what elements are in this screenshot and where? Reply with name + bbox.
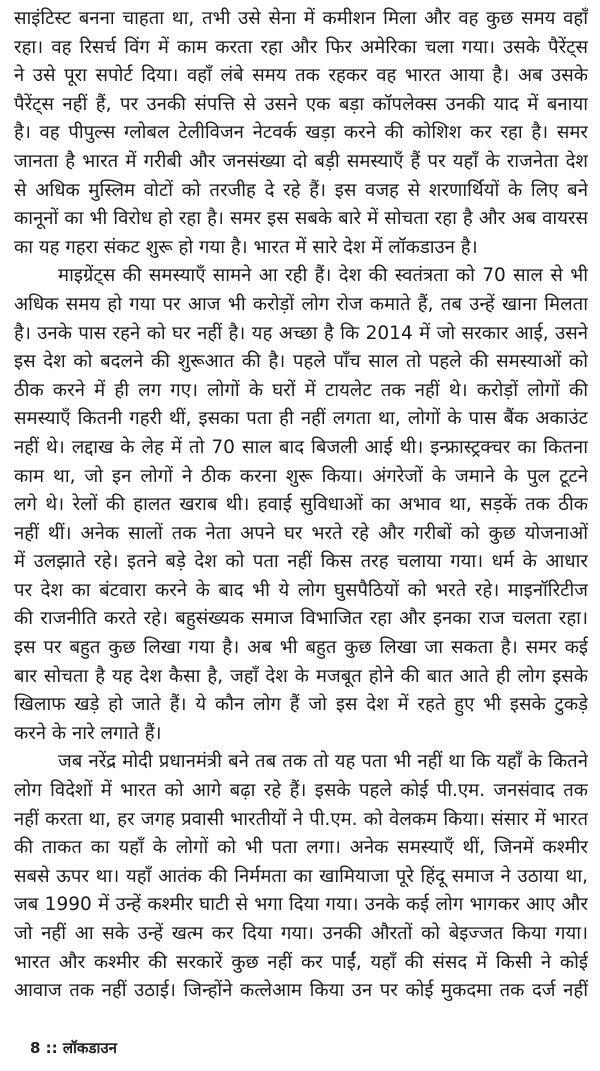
paragraph xyxy=(14,748,588,1005)
text-line: है। वह पीपुल्स ग्लोबल टेलीविजन नेटवर्क खड़ा करने की कोशिश कर रहा है। समर xyxy=(14,122,588,144)
text-line: जानता है भारत में गरीबी और जनसंख्या दो बड़ी समस्याएँ हैं पर यहाँ के राजनेता देश xyxy=(14,150,588,172)
text-line: पर देश का बंटवारा करने के बाद भी ये लोग घुसपैठियों को भरते रहे। माइनॉरिटीज xyxy=(14,579,588,601)
page-footer: 8 :: लॉकडाउन xyxy=(30,1039,117,1057)
text-line: साइंटिस्ट बनना चाहता था, तभी उसे सेना में कमीशन मिला और वह कुछ समय वहाँ xyxy=(14,8,588,29)
text-line: ने उसे पूरा सपोर्ट दिया। वहाँ लंबे समय तक रहकर वह भारत आया है। अब उसके xyxy=(14,65,588,87)
page-body xyxy=(14,5,588,1006)
text-line: जब 1990 में उन्हें कश्मीर घाटी से भगा दिया गया। उनके कई लोग भागकर आए और xyxy=(14,894,588,916)
text-line: समस्याएँ कितनी गहरी थीं, इसका पता ही नहीं लगता था, लोगों के पास बैंक अकाउंट xyxy=(14,408,588,430)
text-line: ठीक करने में ही लग गए। लोगों के घरों में टायलेट तक नहीं थे। करोड़ों लोगों की xyxy=(14,379,588,401)
text-line: है। उनके पास रहने को घर नहीं है। यह अच्छा है कि 2014 में जो सरकार आई, उसने xyxy=(14,322,588,344)
text-line: जो नहीं आ सके उन्हें खत्म कर दिया गया। उनकी औरतों को बेइज्जत किया गया। xyxy=(14,923,588,944)
text-line: बार सोचता है यह देश कैसा है, जहाँ देश के मजबूत होने की बात आते ही लोग इसके xyxy=(14,665,588,687)
text-line: की राजनीति करते रहे। बहुसंख्यक समाज विभाजित रहा और इनका राज चलता रहा। xyxy=(14,608,588,630)
text-line: लोग विदेशों में भारत को आगे बढ़ा रहे हैं। इसके पहले कोई पी.एम. जनसंवाद तक xyxy=(14,780,588,802)
text-line: इस देश को बदलने की शुरूआत की है। पहले पाँच साल तो पहले की समस्याओं को xyxy=(14,351,588,373)
text-line: लगे थे। रेलों की हालत खराब थी। हवाई सुविधाओं का अभाव था, सड़कें तक ठीक xyxy=(14,494,588,516)
text-line: का यह गहरा संकट शुरू हो गया है। भारत में सारे देश में लॉकडाउन है। xyxy=(14,236,478,258)
text-line: आवाज तक नहीं उठाई। जिन्होंने कत्लेआम किया उन पर कोई मुकदमा तक दर्ज नहीं xyxy=(14,980,588,1002)
text-line: माइग्रेंट्स की समस्याएँ सामने आ रही हैं। देश की स्वतंत्रता को 70 साल से भी xyxy=(58,265,588,287)
text-line: नहीं थे। लद्दाख के लेह में तो 70 साल बाद बिजली आई थी। इन्फ्रास्ट्रक्चर का कितना xyxy=(14,436,588,458)
text-line: इस पर बहुत कुछ लिखा गया है। अब भी बहुत कुछ लिखा जा सकता है। समर कई xyxy=(14,637,588,659)
text-line: करने के नारे लगाते हैं। xyxy=(14,722,162,744)
text-line: जब नरेंद्र मोदी प्रधानमंत्री बने तब तक तो यह पता भी नहीं था कि यहाँ के कितने xyxy=(58,751,588,773)
text-line: नहीं करता था, हर जगह प्रवासी भारतीयों ने पी.एम. को वेलकम किया। संसार में भारत xyxy=(14,808,588,830)
text-line: नहीं थीं। अनेक सालों तक नेता अपने घर भरते रहे और गरीबों को कुछ योजनाओं xyxy=(14,522,588,544)
paragraph xyxy=(14,262,588,748)
text-line: सबसे ऊपर था। यहाँ आतंक की निर्ममता का खामियाजा पूरे हिंदू समाज ने उठाया था, xyxy=(14,865,588,887)
text-line: में उलझाते रहे। इतने बड़े देश को पता नहीं किस तरह चलाया गया। धर्म के आधार xyxy=(14,551,588,573)
text-line: भारत और कश्मीर की सरकारें कुछ नहीं कर पाईं, यहाँ की संसद में किसी ने कोई xyxy=(14,951,588,973)
text-line: से अधिक मुस्लिम वोटों को तरजीह दे रहे हैं। इस वजह से शरणार्थियों के लिए बने xyxy=(14,179,588,201)
text-line: कानूनों का भी विरोध हो रहा है। समर इस सबके बारे में सोचता रहा है और अब वायरस xyxy=(14,208,588,230)
text-line: खिलाफ खड़े हो जाते हैं। ये कौन लोग हैं जो इस देश में रहते हुए भी इसके टुकड़े xyxy=(14,694,588,716)
text-line: की ताकत का यहाँ के लोगों को भी पता लगा। अनेक समस्याएँ थीं, जिनमें कश्मीर xyxy=(14,837,588,859)
paragraph xyxy=(14,5,588,262)
text-line: रहा। वह रिसर्च विंग में काम करता रहा और फिर अमेरिका चला गया। उसके पैरेंट्स xyxy=(14,36,588,58)
text-line: अधिक समय हो गया पर आज भी करोड़ों लोग रोज कमाते हैं, तब उन्हें खाना मिलता xyxy=(14,293,588,315)
text-line: काम था, जो इन लोगों ने ठीक करना शुरू किया। अंगरेजों के जमाने के पुल टूटने xyxy=(14,465,588,487)
text-line: पैरेंट्स नहीं हैं, पर उनकी संपत्ति से उसने एक बड़ा कॉपलेक्स उनकी याद में बनाया xyxy=(14,93,588,115)
